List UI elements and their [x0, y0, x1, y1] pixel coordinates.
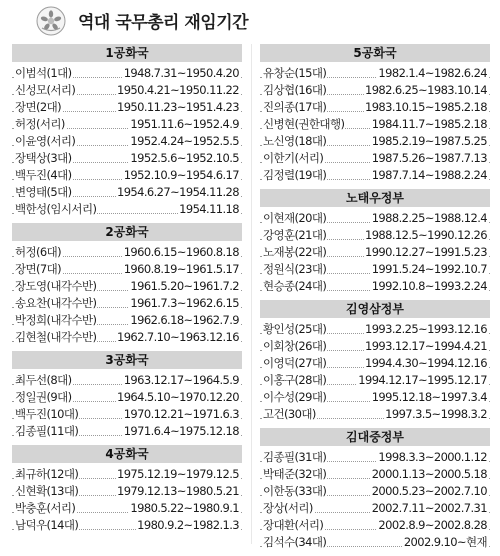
- pm-name: 백한성(임시서리): [15, 202, 97, 216]
- pm-name: 진의종(17대): [263, 100, 327, 114]
- term-period: 1987.7.14~1988.2.24: [371, 168, 487, 182]
- pm-name: 장대환(서리): [263, 518, 324, 532]
- section-4th-republic: [12, 445, 242, 534]
- pm-name: 신현확(13대): [15, 484, 79, 498]
- pm-name: 남덕우(14대): [15, 518, 79, 532]
- pm-name: 허정(서리): [15, 117, 65, 131]
- term-period: 1997.3.5~1998.3.2: [385, 407, 487, 421]
- table-row: [260, 65, 490, 82]
- left-column: [12, 44, 242, 539]
- term-period: 1952.10.9~1954.6.17: [123, 168, 239, 182]
- government-seal-icon: [36, 6, 66, 36]
- section-header: 김영삼정부: [260, 300, 490, 318]
- table-row: [260, 534, 490, 551]
- term-period: 2002.9.10~현재: [403, 535, 487, 549]
- table-row: [12, 483, 242, 500]
- term-period: 1950.11.23~1951.4.23: [116, 100, 239, 114]
- term-period: 1980.5.22~1980.9.1: [130, 501, 239, 515]
- term-period: 1975.12.19~1979.12.5: [116, 467, 239, 481]
- pm-name: 노재봉(22대): [263, 245, 327, 259]
- pm-name: 김정렬(19대): [263, 168, 327, 182]
- table-row: [12, 406, 242, 423]
- pm-name: 장면(7대): [15, 262, 62, 276]
- pm-name: 신성모(서리): [15, 83, 76, 97]
- term-period: 1962.7.10~1963.12.16: [116, 330, 239, 344]
- table-row: [260, 372, 490, 389]
- term-period: 1954.11.18: [179, 202, 239, 216]
- table-row: [260, 133, 490, 150]
- term-period: 1970.12.21~1971.6.3: [123, 407, 239, 421]
- table-row: [12, 167, 242, 184]
- section-kim-daejung-govt: [260, 428, 490, 551]
- term-period: 1992.10.8~1993.2.24: [371, 279, 487, 293]
- term-period: 1952.4.24~1952.5.5: [130, 134, 239, 148]
- table-row: [12, 278, 242, 295]
- table-row: [12, 201, 242, 218]
- pm-name: 황인성(25대): [263, 322, 327, 336]
- pm-name: 김상협(16대): [263, 83, 327, 97]
- pm-name: 이한기(서리): [263, 151, 324, 165]
- table-row: [260, 99, 490, 116]
- section-header: 1공화국: [12, 44, 242, 62]
- table-row: [260, 517, 490, 534]
- term-period: 1961.7.3~1962.6.15: [130, 296, 239, 310]
- table-row: [12, 184, 242, 201]
- table-row: [260, 483, 490, 500]
- table-row: [12, 500, 242, 517]
- table-row: [260, 82, 490, 99]
- table-row: [260, 210, 490, 227]
- table-row: [12, 261, 242, 278]
- pm-name: 이수성(29대): [263, 390, 327, 404]
- table-row: [12, 423, 242, 440]
- section-header: 2공화국: [12, 223, 242, 241]
- term-period: 1950.4.21~1950.11.22: [116, 83, 239, 97]
- section-3rd-republic: [12, 351, 242, 440]
- table-row: [260, 116, 490, 133]
- pm-name: 이회창(26대): [263, 339, 327, 353]
- pm-name: 김석수(34대): [263, 535, 327, 549]
- pm-name: 정원식(23대): [263, 262, 327, 276]
- pm-name: 유창순(15대): [263, 66, 327, 80]
- term-period: 1951.11.6~1952.4.9: [130, 117, 239, 131]
- table-row: [12, 133, 242, 150]
- section-header: 노태우정부: [260, 189, 490, 207]
- pm-name: 송요찬(내각수반): [15, 296, 97, 310]
- header: [0, 0, 500, 40]
- pm-name: 박태준(32대): [263, 467, 327, 481]
- term-period: 1984.11.7~1985.2.18: [371, 117, 487, 131]
- pm-name: 박충훈(서리): [15, 501, 76, 515]
- table-row: [12, 116, 242, 133]
- term-period: 1993.2.25~1993.12.16: [364, 322, 487, 336]
- pm-name: 고건(30대): [263, 407, 316, 421]
- section-5th-republic: [260, 44, 490, 184]
- pm-name: 김현철(내각수반): [15, 330, 97, 344]
- term-period: 1991.5.24~1992.10.7: [371, 262, 487, 276]
- term-period: 1963.12.17~1964.5.9: [123, 373, 239, 387]
- table-row: [12, 99, 242, 116]
- term-period: 1985.2.19~1987.5.25: [371, 134, 487, 148]
- table-row: [12, 329, 242, 346]
- pm-name: 장도영(내각수반): [15, 279, 97, 293]
- pm-name: 변영태(5대): [15, 185, 72, 199]
- pm-name: 이범석(1대): [15, 66, 72, 80]
- term-period: 1961.5.20~1961.7.2: [130, 279, 239, 293]
- pm-name: 이영덕(27대): [263, 356, 327, 370]
- table-row: [260, 338, 490, 355]
- table-row: [12, 150, 242, 167]
- table-row: [260, 500, 490, 517]
- term-period: 1964.5.10~1970.12.20: [116, 390, 239, 404]
- table-row: [260, 278, 490, 295]
- term-period: 1982.1.4~1982.6.24: [378, 66, 487, 80]
- pm-name: 신병현(권한대행): [263, 117, 345, 131]
- term-period: 1962.6.18~1962.7.9: [130, 313, 239, 327]
- pm-name: 강영훈(21대): [263, 228, 327, 242]
- pm-name: 노신영(18대): [263, 134, 327, 148]
- term-period: 1988.12.5~1990.12.26: [364, 228, 487, 242]
- table-row: [260, 389, 490, 406]
- pm-name: 장면(2대): [15, 100, 62, 114]
- term-period: 1979.12.13~1980.5.21: [116, 484, 239, 498]
- pm-name: 이현재(20대): [263, 211, 327, 225]
- term-period: 1952.5.6~1952.10.5: [130, 151, 239, 165]
- pm-name: 이한동(33대): [263, 484, 327, 498]
- term-period: 2000.5.23~2002.7.10: [371, 484, 487, 498]
- pm-name: 최두선(8대): [15, 373, 72, 387]
- term-period: 1994.12.17~1995.12.17: [358, 373, 487, 387]
- section-header: 5공화국: [260, 44, 490, 62]
- table-row: [260, 150, 490, 167]
- section-header: 4공화국: [12, 445, 242, 463]
- term-period: 1980.9.2~1982.1.3: [137, 518, 239, 532]
- term-period: 1995.12.18~1997.3.4: [371, 390, 487, 404]
- pm-name: 최규하(12대): [15, 467, 79, 481]
- term-period: 1971.6.4~1975.12.18: [123, 424, 239, 438]
- table-row: [260, 244, 490, 261]
- section-1st-republic: [12, 44, 242, 218]
- term-period: 1993.12.17~1994.4.21: [364, 339, 487, 353]
- table-row: [260, 167, 490, 184]
- pm-name: 백두진(10대): [15, 407, 79, 421]
- pm-name: 현승종(24대): [263, 279, 327, 293]
- term-period: 1990.12.27~1991.5.23: [364, 245, 487, 259]
- term-period: 1948.7.31~1950.4.20: [123, 66, 239, 80]
- table-row: [12, 65, 242, 82]
- pm-name: 허정(6대): [15, 245, 62, 259]
- table-row: [260, 227, 490, 244]
- section-header: 김대중정부: [260, 428, 490, 446]
- term-period: 1998.3.3~2000.1.12: [378, 450, 487, 464]
- column-divider: [251, 44, 252, 544]
- term-period: 1987.5.26~1987.7.13: [371, 151, 487, 165]
- table-row: [12, 466, 242, 483]
- term-period: 1988.2.25~1988.12.4: [371, 211, 487, 225]
- table-row: [260, 261, 490, 278]
- right-column: [260, 44, 490, 556]
- table-row: [260, 406, 490, 423]
- table-row: [12, 517, 242, 534]
- term-period: 1983.10.15~1985.2.18: [364, 100, 487, 114]
- table-row: [12, 312, 242, 329]
- page-title: 역대 국무총리 재임기간: [78, 13, 249, 33]
- pm-name: 박정희(내각수반): [15, 313, 97, 327]
- term-period: 1982.6.25~1983.10.14: [364, 83, 487, 97]
- term-period: 1960.6.15~1960.8.18: [123, 245, 239, 259]
- table-row: [260, 466, 490, 483]
- table-row: [12, 389, 242, 406]
- term-period: 1954.6.27~1954.11.28: [116, 185, 239, 199]
- section-header: 3공화국: [12, 351, 242, 369]
- pm-name: 정일권(9대): [15, 390, 72, 404]
- term-period: 2000.1.13~2000.5.18: [371, 467, 487, 481]
- pm-name: 장택상(3대): [15, 151, 72, 165]
- pm-name: 장상(서리): [263, 501, 313, 515]
- table-row: [260, 321, 490, 338]
- term-period: 1994.4.30~1994.12.16: [364, 356, 487, 370]
- pm-name: 이윤영(서리): [15, 134, 76, 148]
- section-2nd-republic: [12, 223, 242, 346]
- section-kim-youngsam-govt: [260, 300, 490, 423]
- pm-name: 이홍구(28대): [263, 373, 327, 387]
- term-period: 1960.8.19~1961.5.17: [123, 262, 239, 276]
- table-row: [12, 82, 242, 99]
- table-row: [260, 449, 490, 466]
- pm-name: 김종필(11대): [15, 424, 79, 438]
- term-period: 2002.8.9~2002.8.28: [378, 518, 487, 532]
- term-period: 2002.7.11~2002.7.31: [371, 501, 487, 515]
- table-row: [12, 372, 242, 389]
- table-row: [12, 244, 242, 261]
- pm-name: 김종필(31대): [263, 450, 327, 464]
- pm-name: 백두진(4대): [15, 168, 72, 182]
- table-row: [12, 295, 242, 312]
- section-roh-taewoo-govt: [260, 189, 490, 295]
- table-row: [260, 355, 490, 372]
